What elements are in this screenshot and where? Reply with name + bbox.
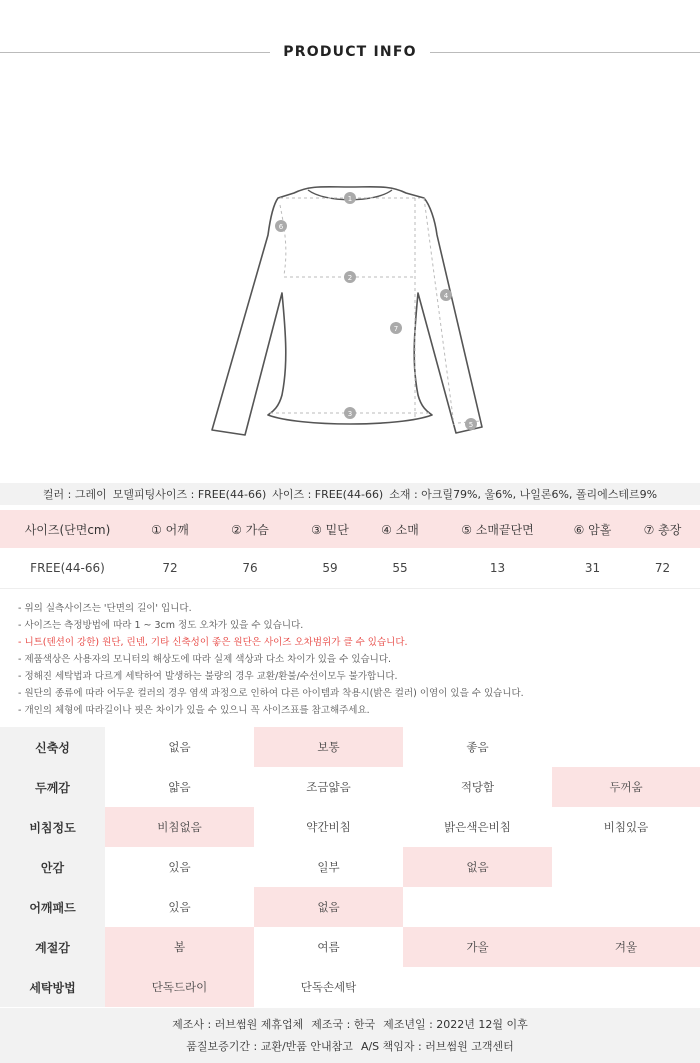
size-header-cell: ⑤ 소매끝단면 [435, 510, 560, 548]
size-table-header [0, 510, 700, 548]
size-header-cell: ③ 밑단 [295, 510, 365, 548]
footer-line [0, 1013, 700, 1035]
fabric-option: 적당함 [460, 780, 495, 794]
fabric-info-table [0, 727, 700, 1007]
fabric-option [403, 967, 552, 1007]
marker-7 [390, 322, 402, 334]
date-info: 제조년일 : 2022년 12월 이후 [383, 1018, 528, 1031]
fabric-row-stretch [0, 727, 700, 767]
svg-text:6: 6 [278, 223, 284, 231]
table-row [0, 548, 700, 588]
fabric-row-season [0, 927, 700, 967]
fabric-option: 비침있음 [603, 820, 649, 834]
fabric-option: 있음 [168, 900, 191, 914]
size-table [0, 510, 700, 589]
fabric-option-selected: 보통 [254, 727, 403, 767]
garment-diagram [190, 165, 510, 455]
fabric-option-selected: 봄 [105, 927, 254, 967]
fabric-label: 두께감 [0, 767, 105, 807]
fabric-option [552, 727, 700, 767]
country-info: 제조국 : 한국 [311, 1018, 376, 1031]
size-cell: 31 [560, 548, 625, 588]
page-title: PRODUCT INFO [283, 44, 417, 60]
footer-line [0, 1035, 700, 1057]
fabric-option: 없음 [168, 740, 191, 754]
marker-4 [440, 289, 452, 301]
svg-text:1: 1 [347, 195, 353, 203]
size-header-cell: 사이즈(단면cm) [0, 510, 135, 548]
color-info: 컬러 : 그레이 [42, 488, 107, 501]
fabric-option [552, 847, 700, 887]
svg-text:3: 3 [347, 410, 353, 418]
svg-text:5: 5 [468, 421, 474, 429]
note-line: - 정해진 세탁법과 다르게 세탁하여 발생하는 불량의 경우 교환/환불/수선이모두 불가합니다. [18, 671, 398, 682]
fabric-label: 신축성 [0, 727, 105, 767]
fabric-row-sheerness [0, 807, 700, 847]
note-line: - 개인의 체형에 따라길이나 핏은 차이가 있을 수 있으니 꼭 사이즈표를 참고해주세요. [18, 705, 370, 716]
size-cell: 72 [135, 548, 205, 588]
marker-5 [465, 418, 477, 430]
size-header-cell: ② 가슴 [205, 510, 295, 548]
fabric-option-selected: 없음 [254, 887, 403, 927]
note-line: - 사이즈는 측정방법에 따라 1 ~ 3cm 정도 오차가 있을 수 있습니다. [18, 620, 304, 631]
fabric-option: 약간비침 [306, 820, 351, 834]
header-right-rule [430, 52, 700, 53]
fabric-option [552, 887, 700, 927]
fabric-option-selected: 가을 [403, 927, 552, 967]
svg-text:4: 4 [443, 292, 449, 300]
marker-1 [344, 192, 356, 204]
product-summary-bar [0, 483, 700, 505]
maker-info: 제조사 : 러브썸원 제휴업체 [172, 1018, 304, 1031]
fabric-option: 좋음 [466, 740, 489, 754]
note-line: - 원단의 종류에 따라 어두운 컬러의 경우 염색 과정으로 인하여 다른 아이템과 착용시(밝은 컬러) 이염이 있을 수 있습니다. [18, 688, 524, 699]
fabric-option: 여름 [317, 940, 340, 954]
fabric-option: 조금얇음 [306, 780, 351, 794]
warranty-info: 품질보증기간 : 교환/반품 안내참고 [186, 1040, 353, 1053]
size-cell: 72 [625, 548, 700, 588]
product-info-header [0, 0, 700, 100]
marker-2 [344, 271, 356, 283]
size-notes [18, 600, 688, 719]
fabric-option-selected: 비침없음 [105, 807, 254, 847]
size-cell: 59 [295, 548, 365, 588]
size-cell: 13 [435, 548, 560, 588]
fabric-option-selected: 두꺼움 [552, 767, 700, 807]
size-info: 사이즈 : FREE(44-66) [272, 488, 384, 501]
fabric-option: 얇음 [168, 780, 191, 794]
sweater-outline-illustration [190, 165, 510, 455]
material-info: 소재 : 아크릴79%, 울6%, 나일론6%, 폴리에스테르9% [389, 488, 658, 501]
fabric-label: 어깨패드 [0, 887, 105, 927]
note-line-warning: - 니트(텐션이 강한) 원단, 린넨, 기타 신축성이 좋은 원단은 사이즈 오차범위가 클 수 있습니다. [18, 637, 408, 648]
svg-text:7: 7 [393, 325, 399, 333]
fabric-option: 일부 [317, 860, 340, 874]
fabric-label: 세탁방법 [0, 967, 105, 1007]
size-cell: 76 [205, 548, 295, 588]
note-line: - 제품색상은 사용자의 모니터의 해상도에 따라 실제 색상과 다소 차이가 있을 수 있습니다. [18, 654, 392, 665]
fabric-label: 계절감 [0, 927, 105, 967]
fabric-option [403, 887, 552, 927]
fabric-option: 단독손세탁 [300, 980, 357, 994]
fabric-row-lining [0, 847, 700, 887]
note-line: - 위의 실측사이즈는 '단면의 길이' 입니다. [18, 603, 192, 614]
as-info: A/S 책임자 : 러브썸원 고객센터 [360, 1040, 514, 1053]
fabric-option [552, 967, 700, 1007]
fabric-label: 비침정도 [0, 807, 105, 847]
size-header-cell: ⑦ 총장 [625, 510, 700, 548]
marker-6 [275, 220, 287, 232]
size-header-cell: ① 어깨 [135, 510, 205, 548]
fabric-option-selected: 겨울 [552, 927, 700, 967]
fabric-option: 밝은색은비침 [444, 820, 511, 834]
manufacturer-footer [0, 1008, 700, 1063]
fabric-option-selected: 없음 [403, 847, 552, 887]
fabric-row-washing [0, 967, 700, 1007]
fabric-label: 안감 [0, 847, 105, 887]
model-size-info: 모델피팅사이즈 : FREE(44-66) [112, 488, 267, 501]
fabric-option: 있음 [168, 860, 191, 874]
fabric-row-thickness [0, 767, 700, 807]
size-header-cell: ④ 소매 [365, 510, 435, 548]
size-cell: 55 [365, 548, 435, 588]
size-cell: FREE(44-66) [0, 548, 135, 588]
marker-3 [344, 407, 356, 419]
fabric-row-shoulder-pad [0, 887, 700, 927]
svg-text:2: 2 [347, 274, 353, 282]
fabric-option-selected: 단독드라이 [105, 967, 254, 1007]
size-header-cell: ⑥ 암홀 [560, 510, 625, 548]
